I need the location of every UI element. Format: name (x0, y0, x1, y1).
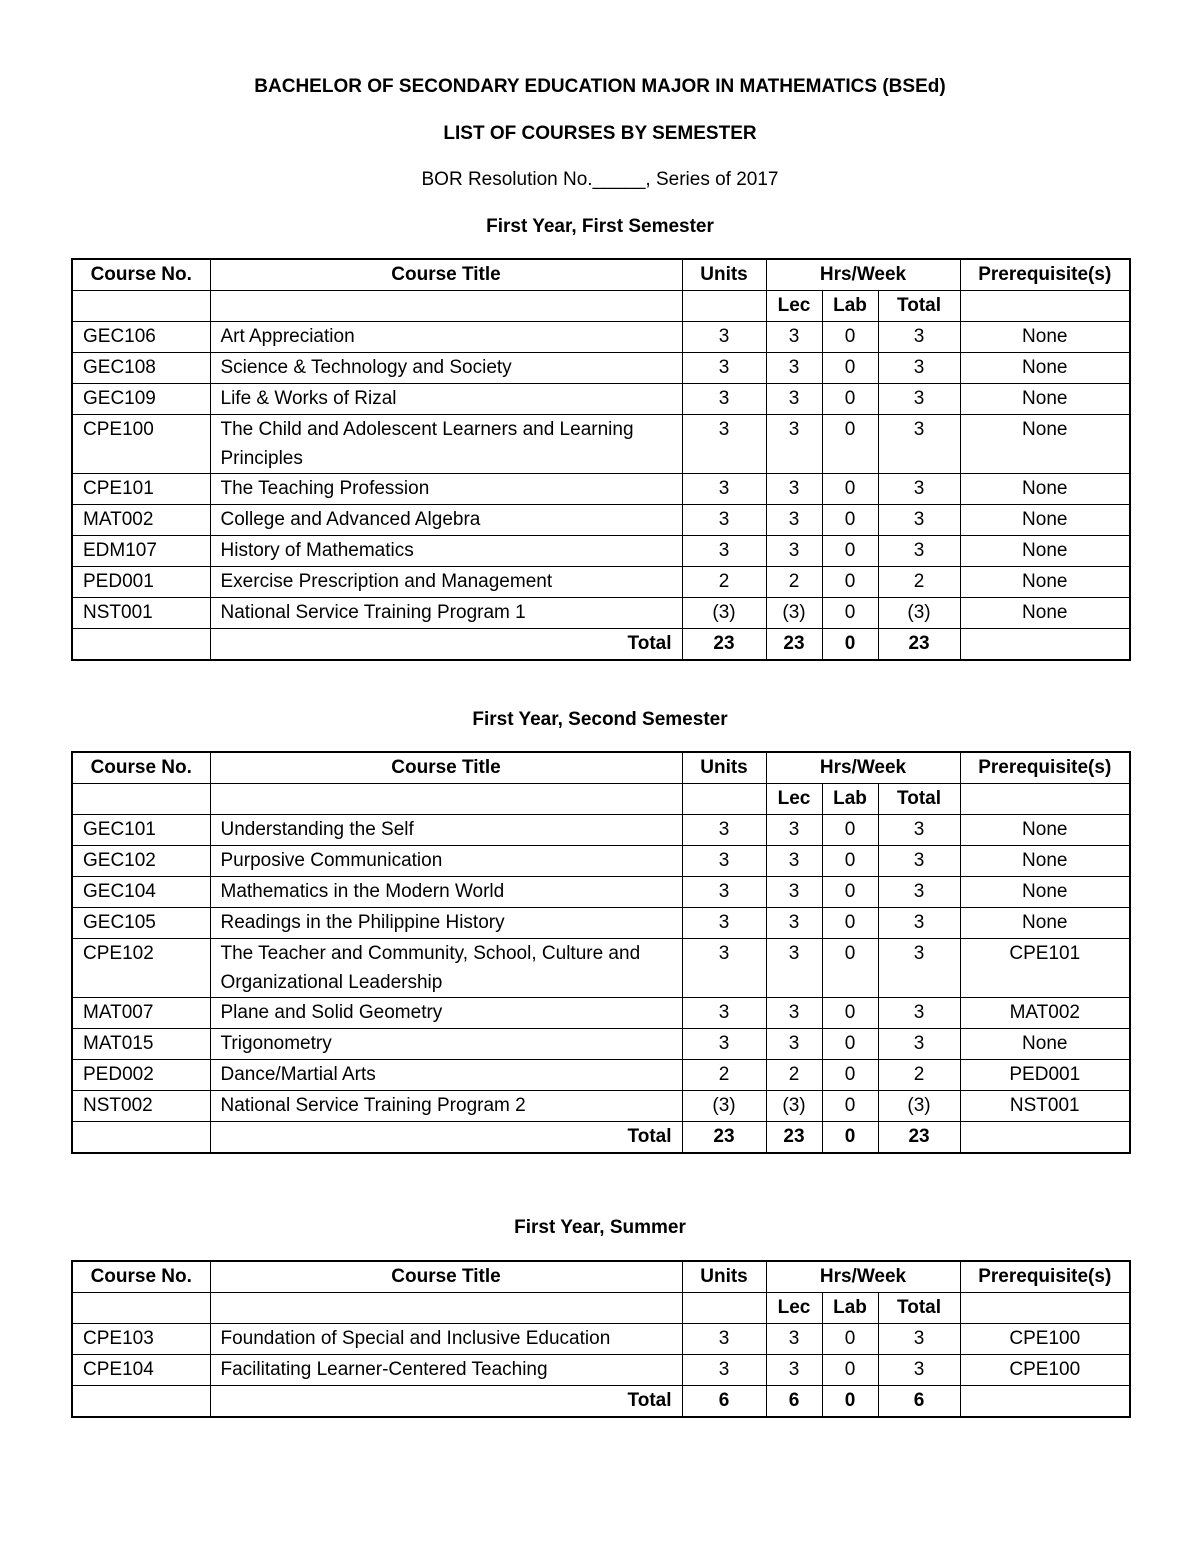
list-title: LIST OF COURSES BY SEMESTER (443, 123, 757, 144)
course-title: Life & Works of Rizal (210, 384, 682, 415)
course-no: GEC104 (72, 877, 210, 908)
course-table (71, 1260, 1131, 1418)
lab-hours: 0 (822, 353, 878, 384)
lab-hours: 0 (822, 846, 878, 877)
total-units: 23 (682, 629, 766, 661)
total-total: 23 (878, 629, 960, 661)
lab-hours: 0 (822, 1324, 878, 1355)
total-hours: 2 (878, 1060, 960, 1091)
units: (3) (682, 1091, 766, 1122)
lec-hours: 3 (766, 415, 822, 474)
lec-hours: 3 (766, 353, 822, 384)
table-row (72, 998, 1130, 1029)
lec-hours: 3 (766, 939, 822, 998)
course-title: Mathematics in the Modern World (210, 877, 682, 908)
course-title: Art Appreciation (210, 322, 682, 353)
course-title: The Teacher and Community, School, Culture and Organizational Leadership (210, 939, 682, 998)
col-header-hrs-week: Hrs/Week (766, 259, 960, 291)
col-header-lec: Lec (766, 1293, 822, 1324)
col-header-units: Units (682, 752, 766, 784)
prerequisite: CPE100 (960, 1324, 1130, 1355)
table-row (72, 908, 1130, 939)
semester-title: First Year, Summer (514, 1217, 686, 1238)
total-total: 6 (878, 1386, 960, 1418)
course-title: Foundation of Special and Inclusive Education (210, 1324, 682, 1355)
total-row (72, 629, 1130, 661)
lab-hours: 0 (822, 536, 878, 567)
table-row (72, 846, 1130, 877)
lec-hours: 3 (766, 877, 822, 908)
total-hours: (3) (878, 1091, 960, 1122)
course-no: MAT002 (72, 505, 210, 536)
col-header-course-no: Course No. (72, 1261, 210, 1293)
lec-hours: 3 (766, 384, 822, 415)
col-header-hrs-week: Hrs/Week (766, 752, 960, 784)
total-lec: 6 (766, 1386, 822, 1418)
units: 3 (682, 815, 766, 846)
prerequisite: None (960, 505, 1130, 536)
total-units: 6 (682, 1386, 766, 1418)
table-row (72, 505, 1130, 536)
prerequisite: None (960, 877, 1130, 908)
course-no: GEC106 (72, 322, 210, 353)
empty-cell (682, 784, 766, 815)
col-header-lab: Lab (822, 1293, 878, 1324)
prerequisite: None (960, 1029, 1130, 1060)
table-row (72, 1091, 1130, 1122)
lab-hours: 0 (822, 415, 878, 474)
course-no: NST001 (72, 598, 210, 629)
units: 3 (682, 1355, 766, 1386)
subheader-row (72, 784, 1130, 815)
units: 3 (682, 536, 766, 567)
total-units: 23 (682, 1122, 766, 1154)
prerequisite: None (960, 815, 1130, 846)
units: 3 (682, 1324, 766, 1355)
course-title: The Child and Adolescent Learners and Learning Principles (210, 415, 682, 474)
table-row (72, 536, 1130, 567)
col-header-course-title: Course Title (210, 752, 682, 784)
prerequisite: None (960, 536, 1130, 567)
lec-hours: 3 (766, 998, 822, 1029)
col-header-lec: Lec (766, 784, 822, 815)
empty-cell (682, 291, 766, 322)
empty-cell (72, 784, 210, 815)
course-title: National Service Training Program 1 (210, 598, 682, 629)
lab-hours: 0 (822, 598, 878, 629)
lec-hours: 3 (766, 505, 822, 536)
total-lab: 0 (822, 629, 878, 661)
empty-cell (72, 629, 210, 661)
total-hours: 3 (878, 939, 960, 998)
lab-hours: 0 (822, 1060, 878, 1091)
program-title: BACHELOR OF SECONDARY EDUCATION MAJOR IN MATHEMATICS (BSEd) (254, 76, 946, 97)
total-hours: 3 (878, 474, 960, 505)
course-title: Understanding the Self (210, 815, 682, 846)
course-table (71, 258, 1131, 661)
total-hours: 3 (878, 1324, 960, 1355)
lec-hours: 2 (766, 1060, 822, 1091)
units: 3 (682, 384, 766, 415)
units: 3 (682, 353, 766, 384)
col-header-course-no: Course No. (72, 259, 210, 291)
course-title: History of Mathematics (210, 536, 682, 567)
course-title: Dance/Martial Arts (210, 1060, 682, 1091)
col-header-course-title: Course Title (210, 259, 682, 291)
units: 3 (682, 846, 766, 877)
units: 3 (682, 505, 766, 536)
prerequisite: NST001 (960, 1091, 1130, 1122)
prerequisite: PED001 (960, 1060, 1130, 1091)
course-no: PED002 (72, 1060, 210, 1091)
total-lec: 23 (766, 1122, 822, 1154)
lab-hours: 0 (822, 908, 878, 939)
course-title: Facilitating Learner-Centered Teaching (210, 1355, 682, 1386)
course-no: GEC102 (72, 846, 210, 877)
empty-cell (682, 1293, 766, 1324)
header-row (72, 752, 1130, 784)
lab-hours: 0 (822, 505, 878, 536)
semester-title: First Year, Second Semester (472, 709, 728, 730)
prerequisite: CPE100 (960, 1355, 1130, 1386)
course-no: CPE100 (72, 415, 210, 474)
total-hours: 2 (878, 567, 960, 598)
col-header-lec: Lec (766, 291, 822, 322)
col-header-units: Units (682, 259, 766, 291)
units: 3 (682, 939, 766, 998)
lab-hours: 0 (822, 998, 878, 1029)
total-hours: 3 (878, 415, 960, 474)
course-title: Science & Technology and Society (210, 353, 682, 384)
lec-hours: 3 (766, 322, 822, 353)
total-label: Total (210, 629, 682, 661)
prerequisite: None (960, 846, 1130, 877)
table-row (72, 1060, 1130, 1091)
units: 3 (682, 998, 766, 1029)
col-header-total: Total (878, 1293, 960, 1324)
lec-hours: (3) (766, 598, 822, 629)
table-row (72, 939, 1130, 998)
col-header-course-no: Course No. (72, 752, 210, 784)
col-header-lab: Lab (822, 291, 878, 322)
table-row (72, 1355, 1130, 1386)
course-no: GEC109 (72, 384, 210, 415)
total-hours: 3 (878, 908, 960, 939)
total-hours: (3) (878, 598, 960, 629)
table-row (72, 1324, 1130, 1355)
total-lec: 23 (766, 629, 822, 661)
course-title: Purposive Communication (210, 846, 682, 877)
total-hours: 3 (878, 1029, 960, 1060)
prerequisite: None (960, 322, 1130, 353)
course-table (71, 751, 1131, 1154)
col-header-hrs-week: Hrs/Week (766, 1261, 960, 1293)
col-header-prerequisites: Prerequisite(s) (960, 752, 1130, 784)
table-row (72, 322, 1130, 353)
col-header-total: Total (878, 784, 960, 815)
lab-hours: 0 (822, 815, 878, 846)
total-hours: 3 (878, 815, 960, 846)
prerequisite: None (960, 598, 1130, 629)
resolution-line: BOR Resolution No._____, Series of 2017 (421, 169, 779, 190)
empty-cell (960, 1122, 1130, 1154)
table-row (72, 815, 1130, 846)
lec-hours: 3 (766, 1029, 822, 1060)
total-hours: 3 (878, 998, 960, 1029)
lab-hours: 0 (822, 1029, 878, 1060)
subheader-row (72, 1293, 1130, 1324)
lec-hours: 2 (766, 567, 822, 598)
prerequisite: None (960, 567, 1130, 598)
total-label: Total (210, 1386, 682, 1418)
prerequisite: None (960, 474, 1130, 505)
total-lab: 0 (822, 1386, 878, 1418)
empty-cell (960, 1293, 1130, 1324)
empty-cell (210, 291, 682, 322)
course-no: CPE103 (72, 1324, 210, 1355)
prerequisite: None (960, 415, 1130, 474)
col-header-lab: Lab (822, 784, 878, 815)
empty-cell (960, 784, 1130, 815)
total-hours: 3 (878, 1355, 960, 1386)
prerequisite: None (960, 908, 1130, 939)
lec-hours: 3 (766, 1355, 822, 1386)
col-header-prerequisites: Prerequisite(s) (960, 1261, 1130, 1293)
units: 2 (682, 1060, 766, 1091)
course-no: MAT007 (72, 998, 210, 1029)
units: 3 (682, 908, 766, 939)
course-no: NST002 (72, 1091, 210, 1122)
lab-hours: 0 (822, 567, 878, 598)
total-lab: 0 (822, 1122, 878, 1154)
table-row (72, 384, 1130, 415)
empty-cell (72, 1293, 210, 1324)
empty-cell (960, 1386, 1130, 1418)
lec-hours: 3 (766, 536, 822, 567)
course-title: Plane and Solid Geometry (210, 998, 682, 1029)
lab-hours: 0 (822, 877, 878, 908)
lec-hours: 3 (766, 815, 822, 846)
units: 3 (682, 415, 766, 474)
empty-cell (210, 1293, 682, 1324)
course-no: EDM107 (72, 536, 210, 567)
total-hours: 3 (878, 384, 960, 415)
table-row (72, 877, 1130, 908)
total-hours: 3 (878, 536, 960, 567)
lec-hours: 3 (766, 846, 822, 877)
empty-cell (210, 784, 682, 815)
prerequisite: CPE101 (960, 939, 1130, 998)
lab-hours: 0 (822, 1091, 878, 1122)
lec-hours: 3 (766, 908, 822, 939)
total-hours: 3 (878, 846, 960, 877)
table-row (72, 474, 1130, 505)
table-row (72, 598, 1130, 629)
total-label: Total (210, 1122, 682, 1154)
course-no: GEC108 (72, 353, 210, 384)
col-header-units: Units (682, 1261, 766, 1293)
units: 3 (682, 877, 766, 908)
empty-cell (72, 291, 210, 322)
total-hours: 3 (878, 353, 960, 384)
header-row (72, 259, 1130, 291)
course-no: CPE102 (72, 939, 210, 998)
course-title: Trigonometry (210, 1029, 682, 1060)
empty-cell (960, 291, 1130, 322)
course-title: Exercise Prescription and Management (210, 567, 682, 598)
prerequisite: None (960, 384, 1130, 415)
units: 3 (682, 1029, 766, 1060)
table-row (72, 567, 1130, 598)
total-total: 23 (878, 1122, 960, 1154)
lab-hours: 0 (822, 474, 878, 505)
semester-title: First Year, First Semester (486, 216, 714, 237)
lec-hours: 3 (766, 1324, 822, 1355)
col-header-total: Total (878, 291, 960, 322)
lab-hours: 0 (822, 384, 878, 415)
empty-cell (72, 1122, 210, 1154)
units: 3 (682, 474, 766, 505)
course-no: CPE101 (72, 474, 210, 505)
total-hours: 3 (878, 505, 960, 536)
course-no: MAT015 (72, 1029, 210, 1060)
prerequisite: None (960, 353, 1130, 384)
prerequisite: MAT002 (960, 998, 1130, 1029)
table-row (72, 1029, 1130, 1060)
lab-hours: 0 (822, 1355, 878, 1386)
header-row (72, 1261, 1130, 1293)
lec-hours: 3 (766, 474, 822, 505)
units: 2 (682, 567, 766, 598)
lec-hours: (3) (766, 1091, 822, 1122)
col-header-course-title: Course Title (210, 1261, 682, 1293)
course-no: CPE104 (72, 1355, 210, 1386)
course-title: National Service Training Program 2 (210, 1091, 682, 1122)
col-header-prerequisites: Prerequisite(s) (960, 259, 1130, 291)
units: (3) (682, 598, 766, 629)
course-no: GEC105 (72, 908, 210, 939)
total-row (72, 1386, 1130, 1418)
table-row (72, 415, 1130, 474)
total-row (72, 1122, 1130, 1154)
lab-hours: 0 (822, 939, 878, 998)
course-title: College and Advanced Algebra (210, 505, 682, 536)
course-no: PED001 (72, 567, 210, 598)
course-title: The Teaching Profession (210, 474, 682, 505)
course-no: GEC101 (72, 815, 210, 846)
total-hours: 3 (878, 322, 960, 353)
total-hours: 3 (878, 877, 960, 908)
course-title: Readings in the Philippine History (210, 908, 682, 939)
lab-hours: 0 (822, 322, 878, 353)
empty-cell (960, 629, 1130, 661)
empty-cell (72, 1386, 210, 1418)
subheader-row (72, 291, 1130, 322)
table-row (72, 353, 1130, 384)
units: 3 (682, 322, 766, 353)
